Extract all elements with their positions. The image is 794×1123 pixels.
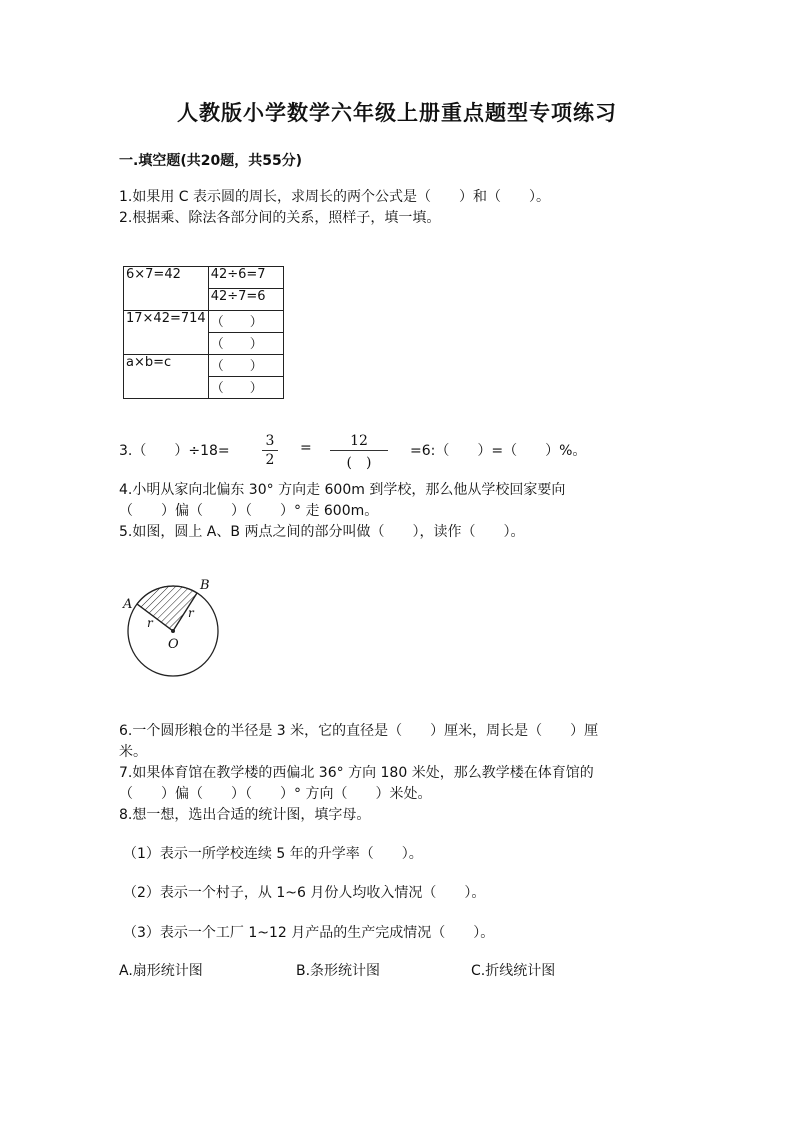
label-o: O	[168, 637, 179, 652]
option-a: A.扇形统计图	[119, 963, 203, 979]
question-8-part-1: （1）表示一所学校连续 5 年的升学率（ ）。	[123, 846, 423, 862]
question-4-line-2: （ ）偏（ ）（ ）° 走 600m。	[119, 503, 379, 519]
answer-blank[interactable]: （ ）	[208, 333, 283, 355]
question-6-line-2: 米。	[119, 744, 147, 760]
question-8: 8.想一想，选出合适的统计图，填字母。	[119, 807, 371, 823]
answer-blank[interactable]: （ ）	[208, 355, 283, 377]
table-cell: 6×7=42	[124, 267, 209, 311]
question-8-part-3: （3）表示一个工厂 1~12 月产品的生产完成情况（ ）。	[123, 925, 495, 941]
question-2: 2.根据乘、除法各部分间的关系，照样子，填一填。	[119, 210, 441, 226]
option-b: B.条形统计图	[296, 963, 381, 979]
label-a: A	[123, 597, 133, 612]
answer-blank[interactable]: （ ）	[208, 311, 283, 333]
label-r-left: r	[147, 616, 153, 630]
fraction-bar	[262, 450, 278, 451]
question-6-line-1: 6.一个圆形粮仓的半径是 3 米，它的直径是（ ）厘米，周长是（ ）厘	[119, 723, 599, 739]
section-heading: 一.填空题(共20题，共55分)	[119, 153, 303, 169]
fraction-denominator-blank[interactable]: ( )	[346, 455, 372, 471]
page-title: 人教版小学数学六年级上册重点题型专项练习	[177, 100, 617, 125]
label-r-right: r	[188, 606, 194, 620]
option-c: C.折线统计图	[471, 963, 556, 979]
table-cell: 17×42=714	[124, 311, 209, 355]
question-3-suffix: =6:（ ）=（ ）%。	[410, 443, 587, 459]
center-point	[171, 629, 175, 633]
answer-blank[interactable]: （ ）	[208, 377, 283, 399]
table-cell: a×b=c	[124, 355, 209, 399]
example-table	[123, 266, 284, 399]
question-4-line-1: 4.小明从家向北偏东 30° 方向走 600m 到学校，那么他从学校回家要向	[119, 482, 566, 498]
question-1: 1.如果用 C 表示圆的周长，求周长的两个公式是（ ）和（ ）。	[119, 189, 551, 205]
fraction-numerator: 12	[350, 433, 368, 449]
table-cell: 42÷6=7	[208, 267, 283, 289]
fraction-numerator: 3	[265, 433, 275, 449]
question-8-part-2: （2）表示一个村子，从 1~6 月份人均收入情况（ ）。	[123, 885, 486, 901]
question-5: 5.如图，圆上 A、B 两点之间的部分叫做（ ），读作（ ）。	[119, 524, 525, 540]
question-7-line-2: （ ）偏（ ）（ ）° 方向（ ）米处。	[119, 786, 432, 802]
fraction-12	[330, 433, 388, 472]
table-cell: 42÷7=6	[208, 289, 283, 311]
circle-sector-figure	[112, 572, 232, 682]
fraction-bar	[330, 450, 388, 451]
question-7-line-1: 7.如果体育馆在教学楼的西偏北 36° 方向 180 米处，那么教学楼在体育馆的	[119, 765, 594, 781]
label-b: B	[200, 578, 210, 593]
fraction-denominator: 2	[265, 452, 275, 468]
equals-sign: =	[300, 440, 312, 456]
question-3-prefix: 3.（ ）÷18=	[119, 443, 230, 459]
fraction-3-2	[262, 433, 278, 468]
